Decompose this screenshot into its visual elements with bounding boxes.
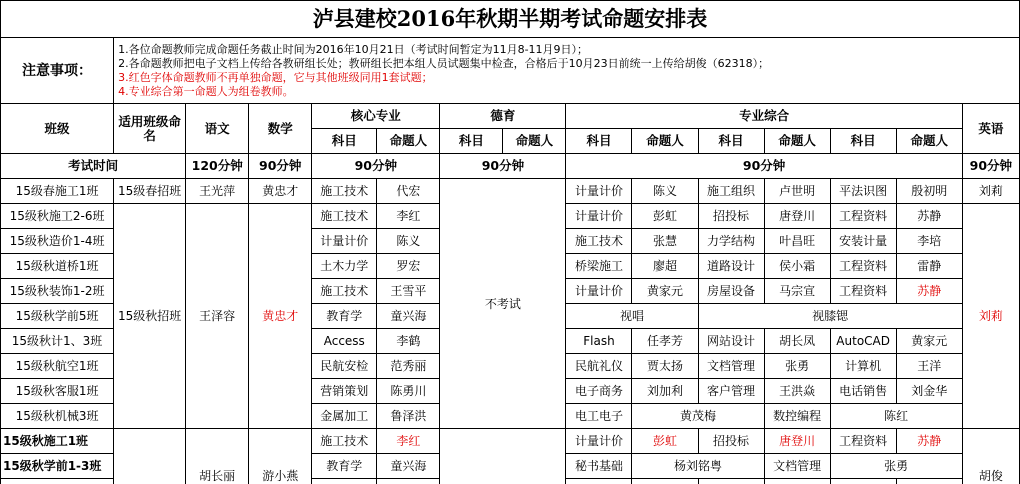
pro-setter-cell: 黄家元 xyxy=(896,329,962,354)
pro-setter-cell: 侯小霜 xyxy=(764,254,830,279)
pro-setter-cell: 彭虹 xyxy=(632,204,698,229)
exam-time-core: 90分钟 xyxy=(312,154,440,179)
class-cell: 15级秋施工2-6班 xyxy=(1,204,114,229)
class-cell: 15级秋道桥1班 xyxy=(1,254,114,279)
class-cell: 15级春施工1班 xyxy=(1,179,114,204)
pro-subject-cell: 工程资料 xyxy=(830,204,896,229)
english-cell: 刘莉 xyxy=(962,179,1019,204)
class-cell: 15级秋学前5班 xyxy=(1,304,114,329)
exam-time-math: 90分钟 xyxy=(249,154,312,179)
pro-subject-cell: Flash xyxy=(566,329,632,354)
math-cell: 黄忠才 xyxy=(249,204,312,429)
pro-subject-cell: 计量计价 xyxy=(566,429,632,454)
pro-subject-cell: 工程资料 xyxy=(830,429,896,454)
core-subject-cell xyxy=(312,479,377,484)
header-setter: 命题人 xyxy=(632,129,698,154)
pro-setter-cell: 苏静 xyxy=(896,279,962,304)
note-line-2: 2.各命题教师把电子文档上传给各教研组长处；教研组长把本组人员试题集中检查，合格后于10月23日前统一上传给胡俊（62318）； xyxy=(118,56,770,70)
pro-setter-cell: 张慧 xyxy=(632,229,698,254)
pro-subject-cell: 文档管理 xyxy=(764,454,830,479)
pro-subject-cell: 工程资料 xyxy=(830,254,896,279)
pro-subject-cell xyxy=(698,479,764,484)
class-name-cell: 15级秋招班 xyxy=(114,204,186,429)
pro-setter-cell: 唐登川 xyxy=(764,429,830,454)
header-setter: 命题人 xyxy=(503,129,566,154)
exam-time-chinese: 120分钟 xyxy=(186,154,249,179)
chinese-cell: 王光萍 xyxy=(186,179,249,204)
pro-subject-cell xyxy=(830,479,896,484)
header-class-name: 适用班级命名 xyxy=(114,104,186,154)
class-cell xyxy=(1,479,114,484)
core-setter-cell xyxy=(377,479,440,484)
core-subject-cell: 施工技术 xyxy=(312,279,377,304)
header-setter: 命题人 xyxy=(764,129,830,154)
core-subject-cell: 施工技术 xyxy=(312,429,377,454)
core-subject-cell: 教育学 xyxy=(312,304,377,329)
core-subject-cell: 金属加工 xyxy=(312,404,377,429)
header-subject: 科目 xyxy=(830,129,896,154)
exam-time-label: 考试时间 xyxy=(1,154,186,179)
english-cell: 刘莉 xyxy=(962,204,1019,429)
core-setter-cell: 王雪平 xyxy=(377,279,440,304)
pro-setter-cell: 卢世明 xyxy=(764,179,830,204)
pro-subject-cell: 力学结构 xyxy=(698,229,764,254)
pro-setter-cell: 苏静 xyxy=(896,204,962,229)
pro-setter-cell: 张勇 xyxy=(764,354,830,379)
pro-subject-cell: 民航礼仪 xyxy=(566,354,632,379)
core-subject-cell: 土木力学 xyxy=(312,254,377,279)
pro-setter-cell xyxy=(764,479,830,484)
header-math: 数学 xyxy=(249,104,312,154)
class-cell: 15级秋客服1班 xyxy=(1,379,114,404)
core-setter-cell: 李红 xyxy=(377,429,440,454)
core-setter-cell: 范秀丽 xyxy=(377,354,440,379)
header-core: 核心专业 xyxy=(312,104,440,129)
class-cell: 15级秋学前1-3班 xyxy=(1,454,114,479)
pro-setter-cell: 胡长凤 xyxy=(764,329,830,354)
pro-subject-cell: 电工电子 xyxy=(566,404,632,429)
chinese-cell: 王泽容 xyxy=(186,204,249,429)
core-subject-cell: 施工技术 xyxy=(312,179,377,204)
pro-subject-cell: 安装计量 xyxy=(830,229,896,254)
core-setter-cell: 李红 xyxy=(377,204,440,229)
note-line-3: 3.红色字体命题教师不再单独命题，它与其他班级同用1套试题； xyxy=(118,70,433,84)
english-cell: 胡俊 xyxy=(962,429,1019,484)
pro-setter-cell: 王洪焱 xyxy=(764,379,830,404)
core-subject-cell: Access xyxy=(312,329,377,354)
class-cell: 15级秋造价1-4班 xyxy=(1,229,114,254)
pro-setter-cell: 苏静 xyxy=(896,429,962,454)
pro-setter-cell: 彭虹 xyxy=(632,429,698,454)
class-cell: 15级秋航空1班 xyxy=(1,354,114,379)
pro-subject-cell: 招投标 xyxy=(698,429,764,454)
core-setter-cell: 罗宏 xyxy=(377,254,440,279)
header-subject: 科目 xyxy=(312,129,377,154)
header-setter: 命题人 xyxy=(377,129,440,154)
pro-subject-cell: 文档管理 xyxy=(698,354,764,379)
header-subject: 科目 xyxy=(566,129,632,154)
header-subject: 科目 xyxy=(440,129,503,154)
pro-setter-cell: 杨刘铭粤 xyxy=(632,454,764,479)
pro-subject-cell: AutoCAD xyxy=(830,329,896,354)
header-pro: 专业综合 xyxy=(566,104,962,129)
pro-subject-cell: 招投标 xyxy=(698,204,764,229)
pro-setter-cell: 叶昌旺 xyxy=(764,229,830,254)
class-name-cell: 15级春招班 xyxy=(114,179,186,204)
exam-time-moral: 90分钟 xyxy=(440,154,566,179)
pro-setter-cell: 李培 xyxy=(896,229,962,254)
core-setter-cell: 陈义 xyxy=(377,229,440,254)
core-subject-cell: 营销策划 xyxy=(312,379,377,404)
core-setter-cell: 鲁泽洪 xyxy=(377,404,440,429)
notes-block xyxy=(114,38,1020,104)
moral-cell xyxy=(440,429,566,484)
note-line-1: 1.各位命题教师完成命题任务截止时间为2016年10月21日（考试时间暂定为11月8-11月9日）； xyxy=(118,42,589,56)
core-subject-cell: 民航安检 xyxy=(312,354,377,379)
pro-setter-cell: 陈义 xyxy=(632,179,698,204)
pro-subject-cell xyxy=(566,479,632,484)
header-moral: 德育 xyxy=(440,104,566,129)
pro-setter-cell: 贾太扬 xyxy=(632,354,698,379)
pro-setter-cell: 王洋 xyxy=(896,354,962,379)
core-subject-cell: 教育学 xyxy=(312,454,377,479)
pro-setter-cell: 刘金华 xyxy=(896,379,962,404)
header-chinese: 语文 xyxy=(186,104,249,154)
note-line-4: 4.专业综合第一命题人为组卷教师。 xyxy=(118,84,294,98)
core-setter-cell: 陈勇川 xyxy=(377,379,440,404)
math-cell: 黄忠才 xyxy=(249,179,312,204)
class-cell: 15级秋装饰1-2班 xyxy=(1,279,114,304)
table-row xyxy=(1,429,1020,454)
core-subject-cell: 计量计价 xyxy=(312,229,377,254)
pro-subject-cell: 工程资料 xyxy=(830,279,896,304)
pro-subject-cell: 计算机 xyxy=(830,354,896,379)
pro-subject-cell: 视唱 xyxy=(566,304,698,329)
core-setter-cell: 童兴海 xyxy=(377,304,440,329)
pro-subject-cell: 施工组织 xyxy=(698,179,764,204)
pro-subject-cell: 客户管理 xyxy=(698,379,764,404)
core-subject-cell: 施工技术 xyxy=(312,204,377,229)
pro-subject-cell: 道路设计 xyxy=(698,254,764,279)
core-setter-cell: 代宏 xyxy=(377,179,440,204)
pro-subject-cell: 施工技术 xyxy=(566,229,632,254)
header-subject: 科目 xyxy=(698,129,764,154)
pro-setter-cell: 任孝芳 xyxy=(632,329,698,354)
pro-setter-cell: 唐登川 xyxy=(764,204,830,229)
class-cell: 15级秋计1、3班 xyxy=(1,329,114,354)
page-title: 泸县建校2016年秋期半期考试命题安排表 xyxy=(1,1,1020,38)
pro-setter-cell: 刘加利 xyxy=(632,379,698,404)
pro-subject-cell: 计量计价 xyxy=(566,179,632,204)
moral-cell: 不考试 xyxy=(440,179,566,429)
pro-subject-cell: 电子商务 xyxy=(566,379,632,404)
pro-setter-cell: 廖超 xyxy=(632,254,698,279)
pro-subject-cell: 计量计价 xyxy=(566,279,632,304)
header-setter: 命题人 xyxy=(896,129,962,154)
chinese-cell: 胡长丽 xyxy=(186,429,249,484)
core-setter-cell: 童兴海 xyxy=(377,454,440,479)
header-class: 班级 xyxy=(1,104,114,154)
pro-setter-cell: 黄茂梅 xyxy=(632,404,764,429)
class-cell: 15级秋机械3班 xyxy=(1,404,114,429)
pro-setter-cell: 陈红 xyxy=(830,404,962,429)
pro-subject-cell: 平法识图 xyxy=(830,179,896,204)
table-row xyxy=(1,179,1020,204)
pro-subject-cell: 电话销售 xyxy=(830,379,896,404)
pro-subject-cell: 秘书基础 xyxy=(566,454,632,479)
pro-setter-cell: 马宗宣 xyxy=(764,279,830,304)
pro-setter-cell: 雷静 xyxy=(896,254,962,279)
pro-subject-cell: 房屋设备 xyxy=(698,279,764,304)
pro-setter-cell: 黄家元 xyxy=(632,279,698,304)
notes-label: 注意事项： xyxy=(1,38,114,104)
exam-time-pro: 90分钟 xyxy=(566,154,962,179)
core-setter-cell: 李鹤 xyxy=(377,329,440,354)
class-cell: 15级秋施工1班 xyxy=(1,429,114,454)
exam-time-english: 90分钟 xyxy=(962,154,1019,179)
math-cell: 游小燕 xyxy=(249,429,312,484)
header-english: 英语 xyxy=(962,104,1019,154)
pro-setter-cell: 张勇 xyxy=(830,454,962,479)
class-name-cell xyxy=(114,429,186,484)
pro-setter-cell xyxy=(896,479,962,484)
pro-subject-cell: 计量计价 xyxy=(566,204,632,229)
pro-subject-cell: 网站设计 xyxy=(698,329,764,354)
pro-setter-cell xyxy=(632,479,698,484)
pro-setter-cell: 视膝锶 xyxy=(698,304,962,329)
pro-subject-cell: 数控编程 xyxy=(764,404,830,429)
pro-setter-cell: 殷初明 xyxy=(896,179,962,204)
pro-subject-cell: 桥梁施工 xyxy=(566,254,632,279)
